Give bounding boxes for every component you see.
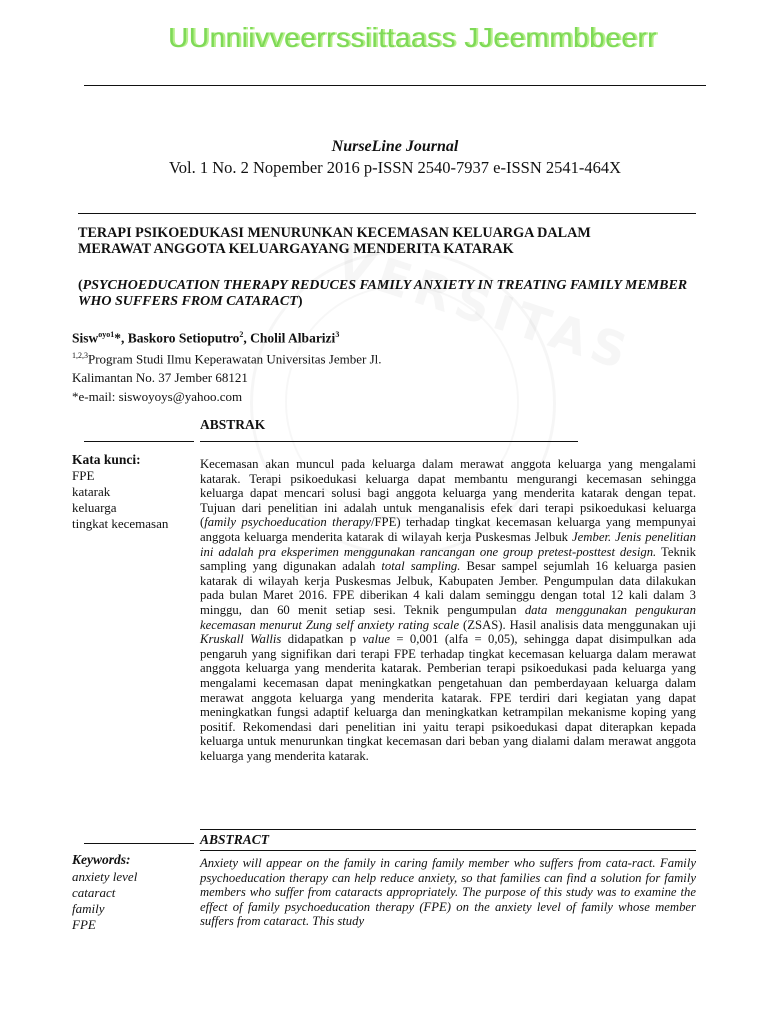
title-en-text: PSYCHOEDUCATION THERAPY REDUCES FAMILY ANXIETY IN TREATING FAMILY MEMBER WHO SUFFERS FROM CATARACT — [78, 278, 688, 309]
abstract-body: Anxiety will appear on the family in caring family member who suffers from cata-ract. Family psychoeducation therapy can help reduce anxiety, so that families can find a solution for family members who suffer from cataracts appropriately. The purpose of this study was to examine the effect of family psychoeducation therapy (FPE) on the anxiety level of family whose member suffers from cataract. This study — [200, 856, 696, 929]
keyword-item: tingkat kecemasan — [72, 516, 169, 531]
kata-kunci-heading: Kata kunci: — [72, 452, 141, 467]
abstrak-text-1: Kecemasan akan muncul pada keluarga dalam merawat anggota keluarga yang mengalami katarak. Terapi psikoedukasi keluarga dapat membantu mengurangi kecemasan sehingga keluarga dapat mencari solusi bagi anggota keluarga yang menderita katarak dengan tepat. Tujuan dari penelitian ini adalah untuk menganalisis efek dari terapi psikoedukasi keluarga ( — [200, 457, 696, 530]
author-2: Baskoro Setioputro — [127, 330, 240, 346]
keyword-item: FPE — [72, 917, 96, 932]
affiliation — [72, 346, 382, 406]
abstrak-body — [200, 457, 696, 763]
keyword-item: cataract — [72, 885, 116, 900]
journal-name: NurseLine Journal — [331, 138, 459, 155]
title-divider — [78, 213, 696, 214]
affiliation-sup: 1,2,3 — [72, 351, 88, 360]
keyword-item: keluarga — [72, 500, 117, 515]
title-line-2: MERAWAT ANGGOTA KELUARGAYANG MENDERITA KATARAK — [78, 241, 514, 257]
keywords-list — [72, 869, 137, 933]
author-3: Cholil Albarizi — [250, 330, 336, 346]
journal-volume: Vol. 1 No. 2 Nopember 2016 p-ISSN 2540-7937 e-ISSN 2541-464X — [168, 158, 622, 177]
keyword-item: anxiety level — [72, 869, 138, 884]
keywords-heading: Keywords: — [72, 852, 131, 867]
abstract-heading: ABSTRACT — [200, 832, 270, 847]
author-sep: , — [243, 330, 251, 346]
abstrak-italic-1: family psychoeducation therapy — [204, 515, 371, 530]
paper-title-english — [78, 278, 698, 310]
affiliation-line-1 — [72, 346, 382, 368]
affiliation-text: Program Studi Ilmu Keperawatan Universitas Jember Jl. — [88, 351, 382, 367]
author-1-mark: *, — [114, 330, 128, 346]
abstrak-text-6: didapatkan p — [281, 632, 363, 647]
author-2-affil: 2 — [239, 330, 244, 339]
abstract-rule-top — [200, 829, 696, 830]
abstrak-italic-2: Jember. Jenis penelitian ini adalah pra eksperimen menggunakan rancangan one group pretest-posttest design. — [200, 529, 696, 559]
abstract-keyword-rule — [84, 843, 194, 844]
abstract-rule-bottom — [200, 850, 696, 851]
corresponding-email: *e-mail: siswoyoys@yahoo.com — [72, 389, 243, 405]
abstrak-keyword-rule — [84, 441, 194, 442]
abstrak-rule — [200, 441, 578, 442]
abstrak-text-4: Besar sampel sejumlah 16 keluarga pasien katarak di wilayah kerja Puskesmas Jelbuk, Kabupaten Jember. Pengumpulan data dilakukan pada bulan Maret 2016. FPE diberikan 4 kali dalam seminggu dengan total 12 kali dalam 3 minggu, dan 60 menit setiap sesi. Teknik pengumpulan — [200, 559, 696, 617]
abstrak-text-2: /FPE) terhadap tingkat kecemasan keluarga yang mempunyai anggota keluarga menderita katarak di wilayah kerja Puskesmas Jelbuk — [200, 515, 697, 544]
keyword-item: katarak — [72, 484, 111, 499]
author-1: Sisw — [72, 330, 99, 346]
title-line-1: TERAPI PSIKOEDUKASI MENURUNKAN KECEMASAN KELUARGA DALAM — [78, 225, 591, 241]
abstrak-italic-5: Kruskall Wallis — [200, 632, 282, 647]
affiliation-line-2: Kalimantan No. 37 Jember 68121 — [72, 370, 248, 386]
title-en-close-paren: ) — [297, 294, 303, 309]
abstrak-text-3: Teknik sampling yang digunakan adalah — [200, 544, 697, 574]
keyword-item: FPE — [72, 468, 95, 483]
abstrak-italic-3: total sampling. — [381, 559, 461, 574]
header-divider — [84, 85, 706, 86]
university-header: UUnniivveerrssiittaass JJeemmbbeerr — [168, 22, 657, 53]
kata-kunci-list — [72, 468, 168, 532]
title-en-open-paren: ( — [78, 278, 83, 293]
author-3-affil: 3 — [335, 330, 340, 339]
abstrak-text-5: (ZSAS). Hasil analisis data menggunakan uji — [459, 617, 696, 632]
paper-title-indonesian — [78, 225, 698, 257]
abstrak-heading: ABSTRAK — [200, 417, 266, 432]
abstrak-italic-4: data menggunakan pengukuran kecemasan menurut Zung self anxiety rating scale — [200, 602, 696, 632]
abstrak-italic-6: value — [362, 632, 390, 647]
abstrak-text-7: = 0,001 (alfa = 0,05), sehingga dapat disimpulkan ada pengaruh yang signifikan dari terapi FPE terhadap tingkat kecemasan keluarga dalam merawat anggota keluarga yang menderita katarak. Pemberian terapi psikoedukasi pada keluarga yang mengalami kecemasan dapat meningkatkan pengetahuan dan pemberdayaan keluarga dalam merawat anggota keluarga yang menderita katarak. FPE terdiri dari kegiatan yang dapat meningkatkan fungsi adaptif keluarga dan meningkatkan ketrampilan mekanisme koping yang positif. Rekomendasi dari penelitian ini yaitu terapi psikoedukasi dapat diterapkan kepada keluarga untuk menurunkan tingkat kecemasan dari beban yang dialami dalam merawat anggota keluarga yang menderita katarak. — [200, 632, 697, 763]
author-list — [72, 330, 339, 347]
author-1-affil: oyo1 — [98, 330, 115, 339]
keyword-item: family — [72, 901, 105, 916]
